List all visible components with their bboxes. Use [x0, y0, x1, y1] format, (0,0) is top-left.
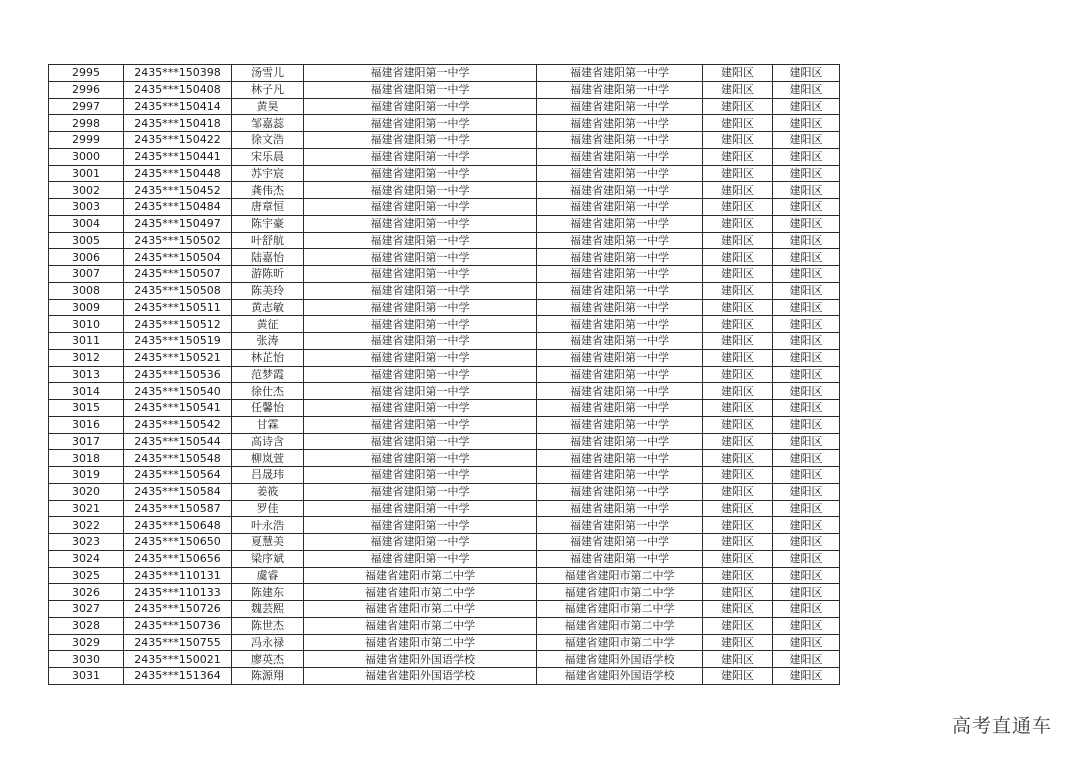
table-row — [49, 668, 840, 685]
area-cell: 建阳区 — [773, 668, 840, 685]
school-cell: 福建省建阳第一中学 — [304, 81, 537, 98]
student-name-cell: 黄昊 — [232, 98, 304, 115]
school-cell: 福建省建阳第一中学 — [304, 366, 537, 383]
exam-id-cell: 2435***150755 — [124, 634, 232, 651]
exam-id-cell: 2435***150726 — [124, 601, 232, 618]
school-cell: 福建省建阳市第二中学 — [304, 634, 537, 651]
area-cell: 建阳区 — [773, 266, 840, 283]
district-cell: 建阳区 — [703, 115, 773, 132]
area-cell: 建阳区 — [773, 115, 840, 132]
table-row — [49, 148, 840, 165]
exam-id-cell: 2435***150656 — [124, 550, 232, 567]
admission-school-cell: 福建省建阳第一中学 — [537, 148, 703, 165]
district-cell: 建阳区 — [703, 634, 773, 651]
exam-id-cell: 2435***150418 — [124, 115, 232, 132]
district-cell: 建阳区 — [703, 266, 773, 283]
exam-id-cell: 2435***150441 — [124, 148, 232, 165]
student-name-cell: 甘霖 — [232, 416, 304, 433]
exam-id-cell: 2435***150564 — [124, 467, 232, 484]
student-name-cell: 姜筱 — [232, 483, 304, 500]
school-cell: 福建省建阳第一中学 — [304, 450, 537, 467]
district-cell: 建阳区 — [703, 534, 773, 551]
row-number-cell: 3017 — [49, 433, 124, 450]
district-cell: 建阳区 — [703, 668, 773, 685]
exam-id-cell: 2435***150497 — [124, 215, 232, 232]
area-cell: 建阳区 — [773, 148, 840, 165]
area-cell: 建阳区 — [773, 433, 840, 450]
area-cell: 建阳区 — [773, 450, 840, 467]
school-cell: 福建省建阳第一中学 — [304, 115, 537, 132]
school-cell: 福建省建阳第一中学 — [304, 534, 537, 551]
area-cell: 建阳区 — [773, 349, 840, 366]
area-cell: 建阳区 — [773, 81, 840, 98]
area-cell: 建阳区 — [773, 517, 840, 534]
table-row — [49, 366, 840, 383]
district-cell: 建阳区 — [703, 333, 773, 350]
district-cell: 建阳区 — [703, 232, 773, 249]
exam-id-cell: 2435***110131 — [124, 567, 232, 584]
table-row — [49, 333, 840, 350]
district-cell: 建阳区 — [703, 517, 773, 534]
school-cell: 福建省建阳外国语学校 — [304, 651, 537, 668]
area-cell: 建阳区 — [773, 416, 840, 433]
district-cell: 建阳区 — [703, 65, 773, 82]
school-cell: 福建省建阳第一中学 — [304, 383, 537, 400]
district-cell: 建阳区 — [703, 584, 773, 601]
row-number-cell: 2997 — [49, 98, 124, 115]
row-number-cell: 2996 — [49, 81, 124, 98]
student-name-cell: 龚伟杰 — [232, 182, 304, 199]
student-name-cell: 冯永禄 — [232, 634, 304, 651]
table-row — [49, 81, 840, 98]
row-number-cell: 2995 — [49, 65, 124, 82]
school-cell: 福建省建阳第一中学 — [304, 349, 537, 366]
school-cell: 福建省建阳市第二中学 — [304, 617, 537, 634]
district-cell: 建阳区 — [703, 215, 773, 232]
roster-body — [49, 65, 840, 685]
area-cell: 建阳区 — [773, 199, 840, 216]
student-name-cell: 徐文浩 — [232, 132, 304, 149]
school-cell: 福建省建阳第一中学 — [304, 266, 537, 283]
area-cell: 建阳区 — [773, 483, 840, 500]
school-cell: 福建省建阳市第二中学 — [304, 601, 537, 618]
admission-school-cell: 福建省建阳第一中学 — [537, 500, 703, 517]
table-row — [49, 266, 840, 283]
exam-id-cell: 2435***150484 — [124, 199, 232, 216]
area-cell: 建阳区 — [773, 584, 840, 601]
exam-id-cell: 2435***151364 — [124, 668, 232, 685]
area-cell: 建阳区 — [773, 282, 840, 299]
district-cell: 建阳区 — [703, 132, 773, 149]
table-row — [49, 550, 840, 567]
school-cell: 福建省建阳市第二中学 — [304, 567, 537, 584]
district-cell: 建阳区 — [703, 299, 773, 316]
exam-id-cell: 2435***150540 — [124, 383, 232, 400]
student-name-cell: 徐仕杰 — [232, 383, 304, 400]
exam-id-cell: 2435***150508 — [124, 282, 232, 299]
row-number-cell: 2999 — [49, 132, 124, 149]
exam-id-cell: 2435***150448 — [124, 165, 232, 182]
table-row — [49, 634, 840, 651]
row-number-cell: 3004 — [49, 215, 124, 232]
school-cell: 福建省建阳第一中学 — [304, 517, 537, 534]
admission-school-cell: 福建省建阳市第二中学 — [537, 584, 703, 601]
row-number-cell: 3010 — [49, 316, 124, 333]
admission-school-cell: 福建省建阳市第二中学 — [537, 567, 703, 584]
student-name-cell: 任馨怡 — [232, 400, 304, 417]
district-cell: 建阳区 — [703, 483, 773, 500]
row-number-cell: 3030 — [49, 651, 124, 668]
school-cell: 福建省建阳第一中学 — [304, 483, 537, 500]
row-number-cell: 3003 — [49, 199, 124, 216]
exam-id-cell: 2435***150511 — [124, 299, 232, 316]
school-cell: 福建省建阳第一中学 — [304, 282, 537, 299]
row-number-cell: 3019 — [49, 467, 124, 484]
area-cell: 建阳区 — [773, 601, 840, 618]
area-cell: 建阳区 — [773, 400, 840, 417]
table-row — [49, 249, 840, 266]
row-number-cell: 3011 — [49, 333, 124, 350]
row-number-cell: 3018 — [49, 450, 124, 467]
row-number-cell: 3009 — [49, 299, 124, 316]
exam-id-cell: 2435***150512 — [124, 316, 232, 333]
district-cell: 建阳区 — [703, 349, 773, 366]
student-name-cell: 魏芸熙 — [232, 601, 304, 618]
admission-school-cell: 福建省建阳第一中学 — [537, 115, 703, 132]
school-cell: 福建省建阳第一中学 — [304, 98, 537, 115]
table-row — [49, 182, 840, 199]
admission-school-cell: 福建省建阳第一中学 — [537, 534, 703, 551]
exam-id-cell: 2435***150414 — [124, 98, 232, 115]
admission-school-cell: 福建省建阳第一中学 — [537, 483, 703, 500]
school-cell: 福建省建阳第一中学 — [304, 416, 537, 433]
student-name-cell: 罗佳 — [232, 500, 304, 517]
district-cell: 建阳区 — [703, 416, 773, 433]
row-number-cell: 3013 — [49, 366, 124, 383]
school-cell: 福建省建阳第一中学 — [304, 65, 537, 82]
district-cell: 建阳区 — [703, 500, 773, 517]
district-cell: 建阳区 — [703, 199, 773, 216]
table-row — [49, 383, 840, 400]
exam-id-cell: 2435***150587 — [124, 500, 232, 517]
school-cell: 福建省建阳第一中学 — [304, 182, 537, 199]
student-name-cell: 陈宇豪 — [232, 215, 304, 232]
admission-school-cell: 福建省建阳第一中学 — [537, 467, 703, 484]
admission-school-cell: 福建省建阳外国语学校 — [537, 651, 703, 668]
student-name-cell: 陈美玲 — [232, 282, 304, 299]
row-number-cell: 3029 — [49, 634, 124, 651]
row-number-cell: 3001 — [49, 165, 124, 182]
table-row — [49, 450, 840, 467]
admission-school-cell: 福建省建阳市第二中学 — [537, 601, 703, 618]
row-number-cell: 3021 — [49, 500, 124, 517]
admission-school-cell: 福建省建阳第一中学 — [537, 349, 703, 366]
school-cell: 福建省建阳第一中学 — [304, 232, 537, 249]
row-number-cell: 3020 — [49, 483, 124, 500]
area-cell: 建阳区 — [773, 634, 840, 651]
district-cell: 建阳区 — [703, 383, 773, 400]
student-name-cell: 叶舒航 — [232, 232, 304, 249]
area-cell: 建阳区 — [773, 316, 840, 333]
table-row — [49, 215, 840, 232]
student-name-cell: 梁序斌 — [232, 550, 304, 567]
admission-school-cell: 福建省建阳第一中学 — [537, 299, 703, 316]
area-cell: 建阳区 — [773, 249, 840, 266]
district-cell: 建阳区 — [703, 450, 773, 467]
admission-school-cell: 福建省建阳第一中学 — [537, 400, 703, 417]
table-row — [49, 349, 840, 366]
exam-id-cell: 2435***150422 — [124, 132, 232, 149]
row-number-cell: 3002 — [49, 182, 124, 199]
table-row — [49, 584, 840, 601]
row-number-cell: 3000 — [49, 148, 124, 165]
admission-school-cell: 福建省建阳第一中学 — [537, 550, 703, 567]
student-name-cell: 陈源翔 — [232, 668, 304, 685]
row-number-cell: 3028 — [49, 617, 124, 634]
area-cell: 建阳区 — [773, 98, 840, 115]
admission-school-cell: 福建省建阳市第二中学 — [537, 634, 703, 651]
district-cell: 建阳区 — [703, 98, 773, 115]
exam-id-cell: 2435***150502 — [124, 232, 232, 249]
area-cell: 建阳区 — [773, 232, 840, 249]
row-number-cell: 3031 — [49, 668, 124, 685]
student-name-cell: 宋乐晨 — [232, 148, 304, 165]
area-cell: 建阳区 — [773, 366, 840, 383]
table-row — [49, 617, 840, 634]
area-cell: 建阳区 — [773, 567, 840, 584]
student-name-cell: 汤雪儿 — [232, 65, 304, 82]
district-cell: 建阳区 — [703, 249, 773, 266]
exam-id-cell: 2435***150548 — [124, 450, 232, 467]
exam-id-cell: 2435***150536 — [124, 366, 232, 383]
table-row — [49, 65, 840, 82]
student-name-cell: 唐章恒 — [232, 199, 304, 216]
exam-id-cell: 2435***150544 — [124, 433, 232, 450]
district-cell: 建阳区 — [703, 400, 773, 417]
admission-school-cell: 福建省建阳第一中学 — [537, 366, 703, 383]
row-number-cell: 3014 — [49, 383, 124, 400]
row-number-cell: 3005 — [49, 232, 124, 249]
table-row — [49, 416, 840, 433]
table-row — [49, 467, 840, 484]
district-cell: 建阳区 — [703, 165, 773, 182]
district-cell: 建阳区 — [703, 316, 773, 333]
student-name-cell: 范梦霞 — [232, 366, 304, 383]
row-number-cell: 3023 — [49, 534, 124, 551]
table-row — [49, 651, 840, 668]
district-cell: 建阳区 — [703, 182, 773, 199]
exam-id-cell: 2435***150021 — [124, 651, 232, 668]
row-number-cell: 3025 — [49, 567, 124, 584]
table-row — [49, 483, 840, 500]
admission-school-cell: 福建省建阳第一中学 — [537, 165, 703, 182]
admission-school-cell: 福建省建阳第一中学 — [537, 266, 703, 283]
school-cell: 福建省建阳第一中学 — [304, 215, 537, 232]
exam-id-cell: 2435***150736 — [124, 617, 232, 634]
admission-school-cell: 福建省建阳市第二中学 — [537, 617, 703, 634]
exam-id-cell: 2435***150519 — [124, 333, 232, 350]
row-number-cell: 3007 — [49, 266, 124, 283]
admission-school-cell: 福建省建阳第一中学 — [537, 450, 703, 467]
table-row — [49, 567, 840, 584]
row-number-cell: 3026 — [49, 584, 124, 601]
area-cell: 建阳区 — [773, 617, 840, 634]
school-cell: 福建省建阳第一中学 — [304, 400, 537, 417]
roster-table — [48, 64, 840, 685]
admission-school-cell: 福建省建阳第一中学 — [537, 132, 703, 149]
exam-id-cell: 2435***150452 — [124, 182, 232, 199]
row-number-cell: 3016 — [49, 416, 124, 433]
school-cell: 福建省建阳外国语学校 — [304, 668, 537, 685]
school-cell: 福建省建阳第一中学 — [304, 550, 537, 567]
admission-school-cell: 福建省建阳第一中学 — [537, 232, 703, 249]
student-name-cell: 黄志敏 — [232, 299, 304, 316]
table-row — [49, 433, 840, 450]
admission-school-cell: 福建省建阳第一中学 — [537, 249, 703, 266]
area-cell: 建阳区 — [773, 215, 840, 232]
admission-school-cell: 福建省建阳第一中学 — [537, 182, 703, 199]
table-row — [49, 232, 840, 249]
table-row — [49, 282, 840, 299]
district-cell: 建阳区 — [703, 617, 773, 634]
district-cell: 建阳区 — [703, 550, 773, 567]
exam-id-cell: 2435***150504 — [124, 249, 232, 266]
admission-school-cell: 福建省建阳第一中学 — [537, 199, 703, 216]
school-cell: 福建省建阳第一中学 — [304, 249, 537, 266]
admission-school-cell: 福建省建阳第一中学 — [537, 81, 703, 98]
exam-id-cell: 2435***150507 — [124, 266, 232, 283]
student-name-cell: 游陈昕 — [232, 266, 304, 283]
student-name-cell: 高诗含 — [232, 433, 304, 450]
school-cell: 福建省建阳第一中学 — [304, 132, 537, 149]
district-cell: 建阳区 — [703, 433, 773, 450]
student-name-cell: 黄征 — [232, 316, 304, 333]
school-cell: 福建省建阳第一中学 — [304, 148, 537, 165]
student-name-cell: 陈建东 — [232, 584, 304, 601]
area-cell: 建阳区 — [773, 500, 840, 517]
exam-id-cell: 2435***150521 — [124, 349, 232, 366]
exam-id-cell: 2435***110133 — [124, 584, 232, 601]
area-cell: 建阳区 — [773, 299, 840, 316]
district-cell: 建阳区 — [703, 601, 773, 618]
row-number-cell: 3024 — [49, 550, 124, 567]
admission-school-cell: 福建省建阳第一中学 — [537, 65, 703, 82]
student-name-cell: 叶永浩 — [232, 517, 304, 534]
district-cell: 建阳区 — [703, 651, 773, 668]
school-cell: 福建省建阳第一中学 — [304, 467, 537, 484]
student-name-cell: 林子凡 — [232, 81, 304, 98]
admission-school-cell: 福建省建阳第一中学 — [537, 517, 703, 534]
table-row — [49, 299, 840, 316]
student-name-cell: 柳岚萱 — [232, 450, 304, 467]
student-name-cell: 张涛 — [232, 333, 304, 350]
student-name-cell: 邹嘉蕊 — [232, 115, 304, 132]
area-cell: 建阳区 — [773, 65, 840, 82]
table-row — [49, 534, 840, 551]
district-cell: 建阳区 — [703, 467, 773, 484]
area-cell: 建阳区 — [773, 182, 840, 199]
table-row — [49, 400, 840, 417]
district-cell: 建阳区 — [703, 567, 773, 584]
table-row — [49, 115, 840, 132]
row-number-cell: 3008 — [49, 282, 124, 299]
exam-id-cell: 2435***150408 — [124, 81, 232, 98]
exam-id-cell: 2435***150650 — [124, 534, 232, 551]
school-cell: 福建省建阳第一中学 — [304, 316, 537, 333]
student-name-cell: 廖英杰 — [232, 651, 304, 668]
school-cell: 福建省建阳第一中学 — [304, 165, 537, 182]
school-cell: 福建省建阳第一中学 — [304, 299, 537, 316]
area-cell: 建阳区 — [773, 534, 840, 551]
row-number-cell: 3006 — [49, 249, 124, 266]
admission-school-cell: 福建省建阳第一中学 — [537, 416, 703, 433]
admission-school-cell: 福建省建阳第一中学 — [537, 383, 703, 400]
table-row — [49, 132, 840, 149]
district-cell: 建阳区 — [703, 148, 773, 165]
area-cell: 建阳区 — [773, 132, 840, 149]
exam-id-cell: 2435***150584 — [124, 483, 232, 500]
admission-school-cell: 福建省建阳外国语学校 — [537, 668, 703, 685]
student-name-cell: 苏宇宸 — [232, 165, 304, 182]
student-name-cell: 陆嘉怡 — [232, 249, 304, 266]
student-name-cell: 林芷怡 — [232, 349, 304, 366]
district-cell: 建阳区 — [703, 366, 773, 383]
school-cell: 福建省建阳市第二中学 — [304, 584, 537, 601]
row-number-cell: 3015 — [49, 400, 124, 417]
student-name-cell: 吕晟玮 — [232, 467, 304, 484]
student-name-cell: 虞睿 — [232, 567, 304, 584]
school-cell: 福建省建阳第一中学 — [304, 333, 537, 350]
school-cell: 福建省建阳第一中学 — [304, 433, 537, 450]
area-cell: 建阳区 — [773, 165, 840, 182]
table-row — [49, 500, 840, 517]
school-cell: 福建省建阳第一中学 — [304, 199, 537, 216]
admission-school-cell: 福建省建阳第一中学 — [537, 98, 703, 115]
student-name-cell: 夏慧美 — [232, 534, 304, 551]
admission-school-cell: 福建省建阳第一中学 — [537, 316, 703, 333]
exam-id-cell: 2435***150398 — [124, 65, 232, 82]
district-cell: 建阳区 — [703, 282, 773, 299]
exam-id-cell: 2435***150541 — [124, 400, 232, 417]
area-cell: 建阳区 — [773, 550, 840, 567]
row-number-cell: 3027 — [49, 601, 124, 618]
district-cell: 建阳区 — [703, 81, 773, 98]
exam-id-cell: 2435***150648 — [124, 517, 232, 534]
row-number-cell: 3012 — [49, 349, 124, 366]
admission-school-cell: 福建省建阳第一中学 — [537, 433, 703, 450]
area-cell: 建阳区 — [773, 383, 840, 400]
area-cell: 建阳区 — [773, 467, 840, 484]
table-row — [49, 98, 840, 115]
exam-id-cell: 2435***150542 — [124, 416, 232, 433]
table-row — [49, 165, 840, 182]
table-row — [49, 316, 840, 333]
admission-school-cell: 福建省建阳第一中学 — [537, 215, 703, 232]
admission-school-cell: 福建省建阳第一中学 — [537, 333, 703, 350]
table-row — [49, 199, 840, 216]
area-cell: 建阳区 — [773, 651, 840, 668]
school-cell: 福建省建阳第一中学 — [304, 500, 537, 517]
table-row — [49, 601, 840, 618]
admission-school-cell: 福建省建阳第一中学 — [537, 282, 703, 299]
student-name-cell: 陈世杰 — [232, 617, 304, 634]
area-cell: 建阳区 — [773, 333, 840, 350]
table-row — [49, 517, 840, 534]
watermark-text: 高考直通车 — [951, 715, 1052, 737]
row-number-cell: 3022 — [49, 517, 124, 534]
row-number-cell: 2998 — [49, 115, 124, 132]
